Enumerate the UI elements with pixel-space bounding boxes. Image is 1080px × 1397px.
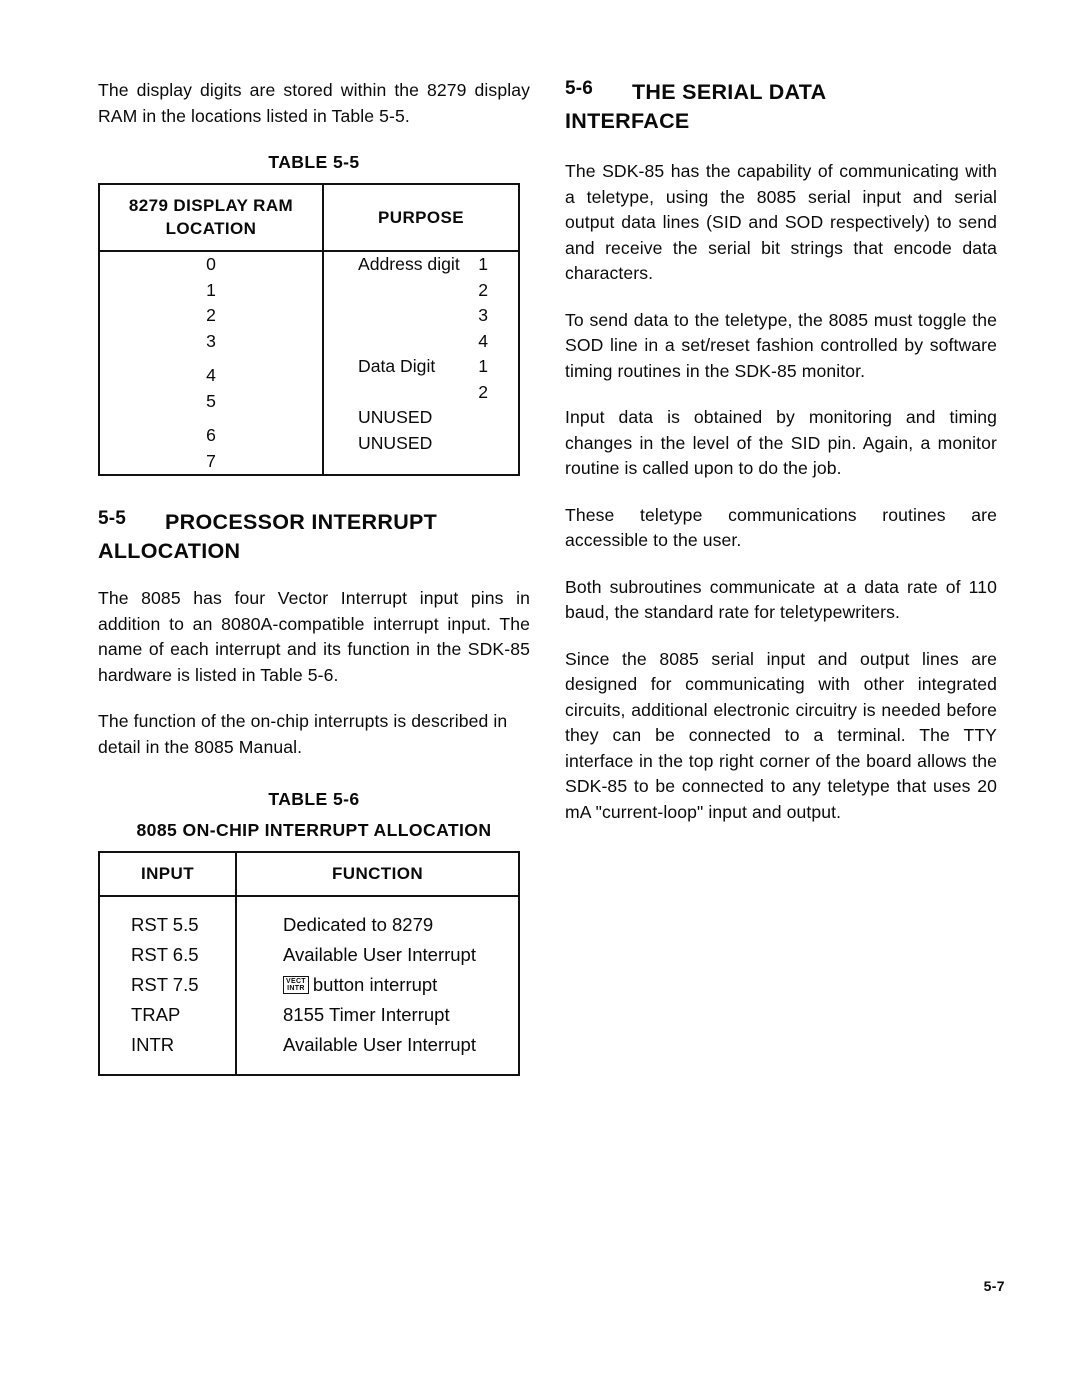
table-row: [99, 251, 519, 475]
table-5-6-header-input: INPUT: [99, 852, 236, 896]
page-number: 5-7: [983, 1278, 1005, 1294]
table-5-5-caption: TABLE 5-5: [268, 152, 360, 172]
input-value: RST 6.5: [131, 944, 199, 965]
paragraph: The 8085 has four Vector Interrupt input pins in addition to an 8080A-compatible interrupt input. The name of each interrupt and its function in the SDK-85 hardware is listed in Table 5-6.: [98, 588, 530, 685]
location-value: 7: [206, 450, 216, 471]
input-value: RST 7.5: [131, 974, 199, 995]
paragraph: The SDK-85 has the capability of communicating with a teletype, using the 8085 serial input and serial output data lines (SID and SOD respectively) to send and receive the serial bit strings that encode data characters.: [565, 161, 997, 283]
function-value: Dedicated to 8279: [283, 914, 434, 935]
purpose-row: [324, 303, 518, 329]
table-5-6-header-row: [99, 852, 519, 896]
location-value: 1: [206, 279, 216, 300]
row-group-gap: [100, 354, 322, 363]
row-group-gap: [100, 414, 322, 423]
paragraph: The function of the on-chip interrupts is described in detail in the 8085 Manual.: [98, 711, 508, 757]
paragraph: Since the 8085 serial input and output lines are designed for communicating with other integrated circuits, additional electronic circuitry is needed before they can be connected to a terminal. The TTY interface in the top right corner of the board allows the SDK-85 to be connected to any teletype that uses 20 mA "current-loop" input and output.: [565, 648, 997, 822]
function-value: Available User Interrupt: [283, 1034, 476, 1055]
function-value-text: button interrupt: [312, 974, 438, 995]
vect-intr-key-line2: INTR: [287, 985, 305, 992]
purpose-label: Address digit: [358, 254, 460, 274]
table-5-6-caption-line2: 8085 ON-CHIP INTERRUPT ALLOCATION: [136, 820, 492, 840]
section-heading-5-6: [565, 78, 997, 136]
intro-paragraph: The display digits are stored within the 8279 display RAM in the locations listed in Table 5-5.: [98, 80, 530, 126]
table-5-6-header-function: FUNCTION: [236, 852, 519, 896]
paragraph: These teletype communications routines are accessible to the user.: [565, 504, 997, 550]
section-title: [98, 510, 530, 566]
function-value: Available User Interrupt: [283, 944, 476, 965]
left-column: [98, 78, 530, 1076]
right-column: [565, 78, 997, 846]
purpose-digit: 3: [478, 305, 488, 325]
paragraph: Input data is obtained by monitoring and timing changes in the level of the SID pin. Again, a monitor routine is called upon to do the job.: [565, 407, 997, 478]
purpose-row: [324, 329, 518, 355]
header-location-line1: 8279 DISPLAY RAM: [128, 196, 294, 215]
purpose-digit: 2: [478, 279, 488, 300]
table-row: [99, 896, 519, 1075]
table-5-5-header-row: [99, 184, 519, 251]
table-5-5: [98, 183, 520, 476]
purpose-row: UNUSED: [358, 432, 433, 453]
function-value-with-icon: [237, 970, 518, 1000]
input-value: RST 5.5: [131, 914, 199, 935]
location-value: 3: [206, 330, 216, 351]
purpose-digit: 1: [478, 356, 488, 376]
purpose-label: Data Digit: [358, 356, 436, 376]
purpose-row: UNUSED: [358, 407, 433, 427]
table-5-6-caption-line1: TABLE 5-6: [268, 789, 360, 809]
section-number: 5-6: [565, 78, 594, 99]
section-heading-5-5: [98, 508, 530, 566]
table-5-6-input-cell: [99, 896, 236, 1075]
purpose-digit: 2: [478, 381, 488, 402]
table-5-5-purpose-cell: [323, 251, 519, 475]
function-value: 8155 Timer Interrupt: [283, 1004, 450, 1025]
purpose-row: [324, 278, 518, 304]
table-5-6-function-cell: [236, 896, 519, 1075]
paragraph: To send data to the teletype, the 8085 must toggle the SOD line in a set/reset fashion controlled by software timing routines in the SDK-85 monitor.: [565, 309, 997, 381]
purpose-row: [324, 252, 518, 278]
header-location-line2: LOCATION: [165, 219, 257, 238]
section-title-line2: INTERFACE: [565, 109, 690, 133]
purpose-digit: 4: [478, 330, 488, 351]
location-value: 0: [206, 254, 216, 274]
purpose-row: [324, 380, 518, 406]
paragraph: Both subroutines communicate at a data rate of 110 baud, the standard rate for teletypewriters.: [565, 576, 997, 622]
table-5-5-header-location: [99, 184, 323, 251]
location-value: 5: [206, 390, 216, 411]
section-number: 5-5: [98, 508, 127, 529]
purpose-digit: 1: [478, 254, 488, 274]
input-value: INTR: [131, 1034, 175, 1055]
section-title-line2: ALLOCATION: [98, 539, 241, 563]
vect-intr-key-icon: [283, 976, 309, 994]
section-title-line1: PROCESSOR INTERRUPT: [165, 510, 438, 534]
purpose-row: [324, 354, 518, 380]
input-value: TRAP: [131, 1004, 181, 1025]
location-value: 4: [206, 365, 216, 385]
table-5-6: [98, 851, 520, 1076]
vect-intr-key-line1: VECT: [286, 977, 306, 985]
table-5-5-header-purpose: PURPOSE: [323, 184, 519, 251]
location-value: 6: [206, 425, 216, 445]
section-title: [565, 80, 997, 136]
location-value: 2: [206, 305, 216, 325]
table-5-5-location-cell: [99, 251, 323, 475]
section-title-line1: THE SERIAL DATA: [632, 80, 827, 104]
